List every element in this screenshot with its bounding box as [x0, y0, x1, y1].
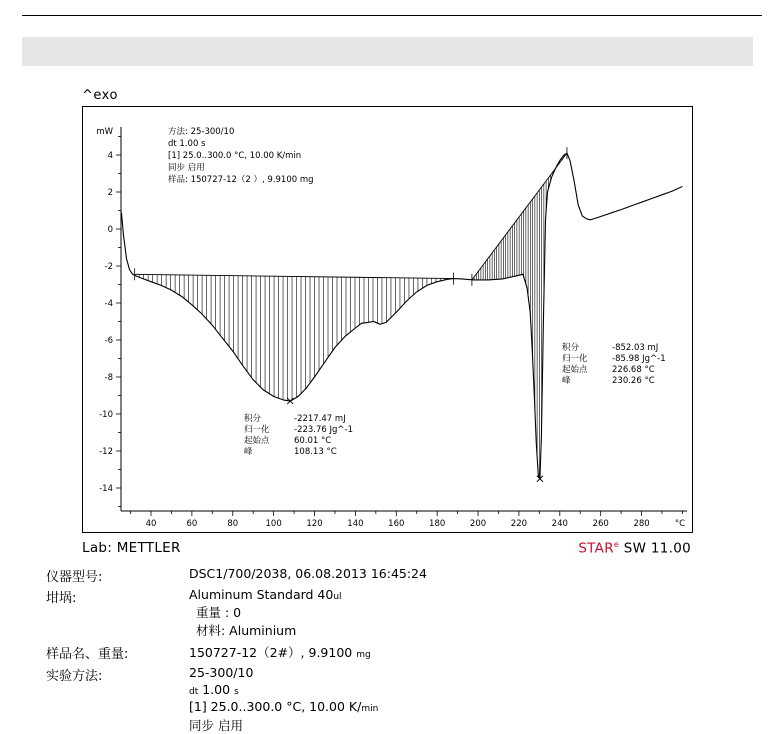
dsc-curve — [121, 153, 682, 479]
y-tick-label: -12 — [99, 447, 113, 457]
method-segment-unit: min — [361, 704, 379, 714]
peak-result-label: 归一化 — [244, 425, 270, 435]
x-tick-label: 180 — [429, 519, 446, 529]
header-bar — [22, 37, 753, 66]
star-sup: e — [613, 540, 620, 549]
integration-baseline — [472, 153, 567, 280]
y-tick-label: -2 — [104, 262, 113, 272]
method-dt-value: 1.00 — [202, 682, 231, 697]
peak-result-value: 226.68 °C — [612, 365, 655, 375]
method-dt-unit: s — [234, 687, 239, 697]
method-sync: 同步 启用 — [189, 718, 243, 733]
peak-result-label: 起始点 — [244, 436, 270, 446]
top-rule — [22, 15, 762, 16]
peak-result-value: -85.98 Jg^-1 — [612, 354, 666, 364]
peak-result-label: 峰 — [244, 447, 253, 457]
peak-result-label: 起始点 — [562, 365, 588, 375]
y-tick-label: -6 — [104, 336, 113, 346]
x-tick-label: 60 — [186, 519, 198, 529]
y-tick-label: 0 — [107, 225, 113, 235]
x-tick-label: 260 — [592, 519, 609, 529]
y-tick-label: -14 — [99, 484, 113, 494]
method-segment-text: [1] 25.0..300.0 °C, 10.00 K/ — [189, 699, 362, 714]
x-tick-label: 80 — [227, 519, 239, 529]
method-info-line: [1] 25.0..300.0 °C, 10.00 K/min — [168, 151, 302, 161]
instrument-label: 仪器型号: — [46, 570, 103, 585]
method-name: 25-300/10 — [189, 665, 254, 680]
crucible-label: 坩埚: — [46, 591, 77, 606]
peak-result-label: 归一化 — [562, 354, 588, 364]
x-unit-label: °C — [674, 519, 686, 529]
method-info-line: 方法: 25-300/10 — [168, 127, 235, 137]
y-tick-label: -8 — [104, 373, 113, 383]
crucible-weight: 重量 : 0 — [196, 605, 242, 620]
x-tick-label: 40 — [145, 519, 157, 529]
x-tick-label: 160 — [388, 519, 405, 529]
peak-result-value: 108.13 °C — [294, 447, 337, 457]
crucible-unit: ul — [333, 592, 342, 602]
sample-unit: mg — [356, 650, 371, 660]
y-unit-label: mW — [96, 127, 113, 137]
lab-label: Lab: METTLER — [82, 540, 181, 556]
peak-result-label: 积分 — [244, 414, 262, 424]
instrument-value: DSC1/700/2038, 06.08.2013 16:45:24 — [189, 566, 427, 581]
x-tick-label: 140 — [347, 519, 364, 529]
peak-result-value: -223.76 Jg^-1 — [294, 425, 354, 435]
y-tick-label: -4 — [104, 299, 113, 309]
sample-value — [189, 643, 371, 661]
peak-result-label: 峰 — [562, 376, 571, 386]
crucible-value — [189, 587, 342, 602]
method-info-line: 同步 启用 — [168, 163, 205, 173]
x-tick-label: 240 — [551, 519, 568, 529]
exo-label: ^exo — [82, 88, 118, 103]
y-tick-label: -10 — [99, 410, 113, 420]
method-dt-prefix: dt — [189, 687, 199, 697]
x-tick-label: 280 — [633, 519, 650, 529]
y-tick-label: 2 — [107, 188, 113, 198]
x-tick-label: 100 — [265, 519, 282, 529]
method-info-line: 样品: 150727-12（2 ）, 9.9100 mg — [168, 175, 314, 185]
crucible-type: Aluminum Standard 40 — [189, 587, 334, 602]
x-tick-label: 220 — [510, 519, 528, 529]
x-tick-label: 120 — [306, 519, 323, 529]
method-dt — [189, 682, 239, 697]
sample-label: 样品名、重量: — [46, 647, 129, 662]
method-segment — [189, 699, 378, 714]
peak-result-value: -2217.47 mJ — [294, 414, 346, 424]
y-tick-label: 4 — [107, 151, 113, 161]
method-info-line: dt 1.00 s — [168, 139, 206, 149]
star-software-label — [578, 540, 691, 557]
peak-result-label: 积分 — [562, 343, 580, 353]
dsc-chart — [82, 106, 693, 533]
peak-result-value: -852.03 mJ — [612, 343, 659, 353]
star-brand: STAR — [578, 540, 614, 557]
peak-result-value: 230.26 °C — [612, 376, 655, 386]
star-version: SW 11.00 — [619, 540, 691, 557]
method-label: 实验方法: — [46, 669, 103, 684]
dsc-chart-svg — [83, 107, 694, 534]
x-tick-label: 200 — [469, 519, 487, 529]
integration-baseline — [135, 274, 454, 278]
sample-name-weight: 150727-12（2#）, 9.9100 — [189, 645, 353, 660]
peak-result-value: 60.01 °C — [294, 436, 332, 446]
crucible-material: 材料: Aluminium — [196, 623, 297, 638]
